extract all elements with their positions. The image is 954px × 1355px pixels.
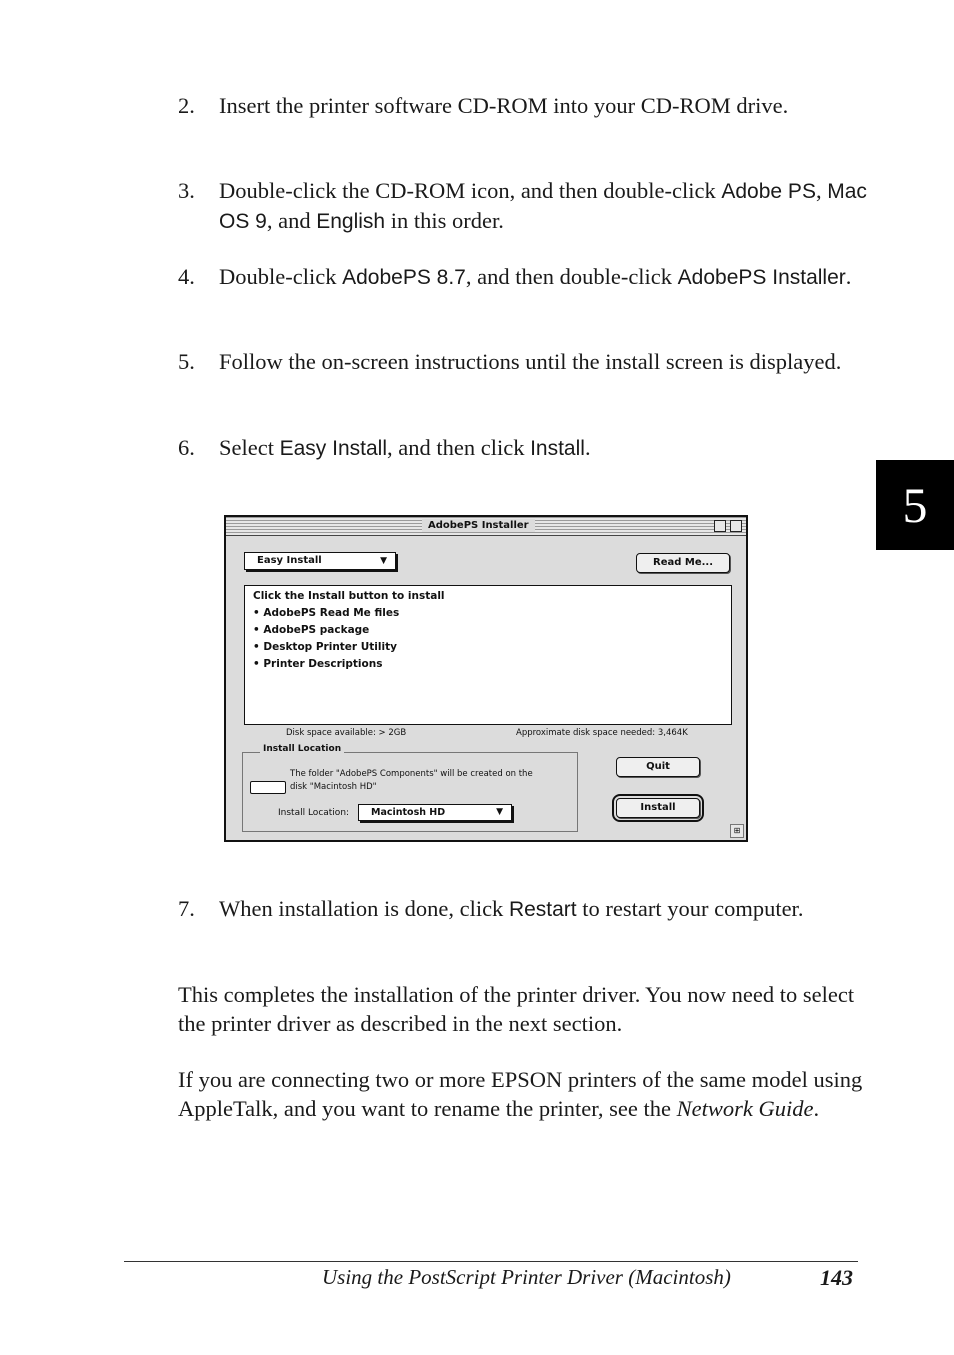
step-text-part: to restart your computer.: [576, 896, 804, 921]
completion-paragraph: This completes the installation of the printer driver. You now need to select the printer driver as described in the next section.: [178, 982, 855, 1036]
step-text-part: ,: [815, 178, 828, 203]
ui-term-adobe-ps: Adobe PS: [721, 180, 816, 203]
disk-space-available: Disk space available: > 2GB: [286, 728, 407, 738]
step-number: 6.: [178, 435, 195, 460]
step-text-part: in this order.: [385, 207, 504, 233]
list-item: • Desktop Printer Utility: [253, 641, 397, 653]
step-number: 3.: [178, 178, 195, 203]
rename-printer-paragraph: [178, 1066, 868, 1123]
ui-term-english: English: [316, 209, 386, 233]
installer-window: [224, 515, 748, 842]
step-text: Insert the printer software CD-ROM into your CD-ROM drive.: [219, 93, 789, 118]
step-text: [219, 895, 869, 925]
footer-rule: [124, 1261, 858, 1262]
ui-term-restart: Restart: [508, 898, 577, 921]
step-text-part: , and: [266, 207, 317, 233]
list-item: • Printer Descriptions: [253, 658, 383, 670]
ui-term-mac-os-9: Mac OS 9: [219, 180, 867, 233]
triangle-down-icon: ▼: [496, 807, 503, 817]
install-button[interactable]: Install: [616, 798, 700, 818]
location-label: Install Location:: [278, 808, 350, 818]
step-text-part: Select: [219, 435, 280, 460]
folder-note-line-2: disk "Macintosh HD": [290, 782, 377, 792]
disk-space-needed: Approximate disk space needed: 3,464K: [516, 728, 688, 738]
step-number: 2.: [178, 93, 195, 118]
footer-title: Using the PostScript Printer Driver (Macintosh): [322, 1265, 731, 1289]
step-text: [219, 177, 869, 236]
quit-button[interactable]: Quit: [616, 757, 700, 777]
page-number: 143: [820, 1265, 853, 1290]
collapse-box-icon[interactable]: [730, 520, 742, 532]
paragraph-text: If you are connecting two or more EPSON printers of the same model using AppleTalk, and you want to rename the printer, see the: [178, 1067, 863, 1121]
step-text-part: .: [584, 435, 591, 460]
step-text-part: When installation is done, click: [219, 896, 509, 921]
step-text: [219, 434, 869, 464]
ui-term-easy-install: Easy Install: [279, 437, 387, 460]
step-text-part: Double-click: [219, 264, 343, 289]
network-guide-reference: Network Guide: [676, 1095, 814, 1121]
step-text-part: , and then click: [387, 435, 531, 460]
step-text-part: Double-click the CD-ROM icon, and then double-click: [219, 178, 722, 203]
title-bar[interactable]: [226, 517, 746, 536]
install-type-popup[interactable]: [244, 552, 396, 570]
paragraph-text: .: [813, 1095, 820, 1121]
install-description-list: [244, 585, 732, 725]
chapter-tab: 5: [876, 460, 954, 550]
step-text-part: , and then double-click: [465, 264, 678, 289]
install-type-value: Easy Install: [257, 555, 322, 566]
ui-term-install: Install: [530, 437, 585, 460]
step-number: 4.: [178, 264, 195, 289]
step-number: 7.: [178, 896, 195, 921]
list-item: • AdobePS package: [253, 624, 370, 636]
step-text: Follow the on-screen instructions until the install screen is displayed.: [219, 349, 842, 374]
zoom-box-icon[interactable]: [714, 520, 726, 532]
window-title: AdobePS Installer: [422, 519, 535, 532]
step-text: [219, 263, 869, 293]
list-item: Click the Install button to install: [253, 590, 445, 602]
folder-note-line-1: The folder "AdobePS Components" will be created on the: [290, 769, 533, 779]
resize-grip-icon[interactable]: ⊞: [730, 824, 744, 838]
install-location-value: Macintosh HD: [371, 807, 446, 818]
step-number: 5.: [178, 349, 195, 374]
step-text-part: .: [845, 264, 852, 289]
ui-term-adobeps-installer: AdobePS Installer: [677, 266, 846, 289]
install-location-popup[interactable]: [358, 804, 512, 821]
triangle-down-icon: ▼: [380, 556, 387, 566]
ui-term-adobeps-87: AdobePS 8.7: [342, 266, 466, 289]
folder-icon: [250, 781, 286, 794]
list-item: • AdobePS Read Me files: [253, 607, 400, 619]
read-me-button[interactable]: Read Me...: [636, 553, 730, 573]
install-location-label: Install Location: [260, 744, 344, 754]
